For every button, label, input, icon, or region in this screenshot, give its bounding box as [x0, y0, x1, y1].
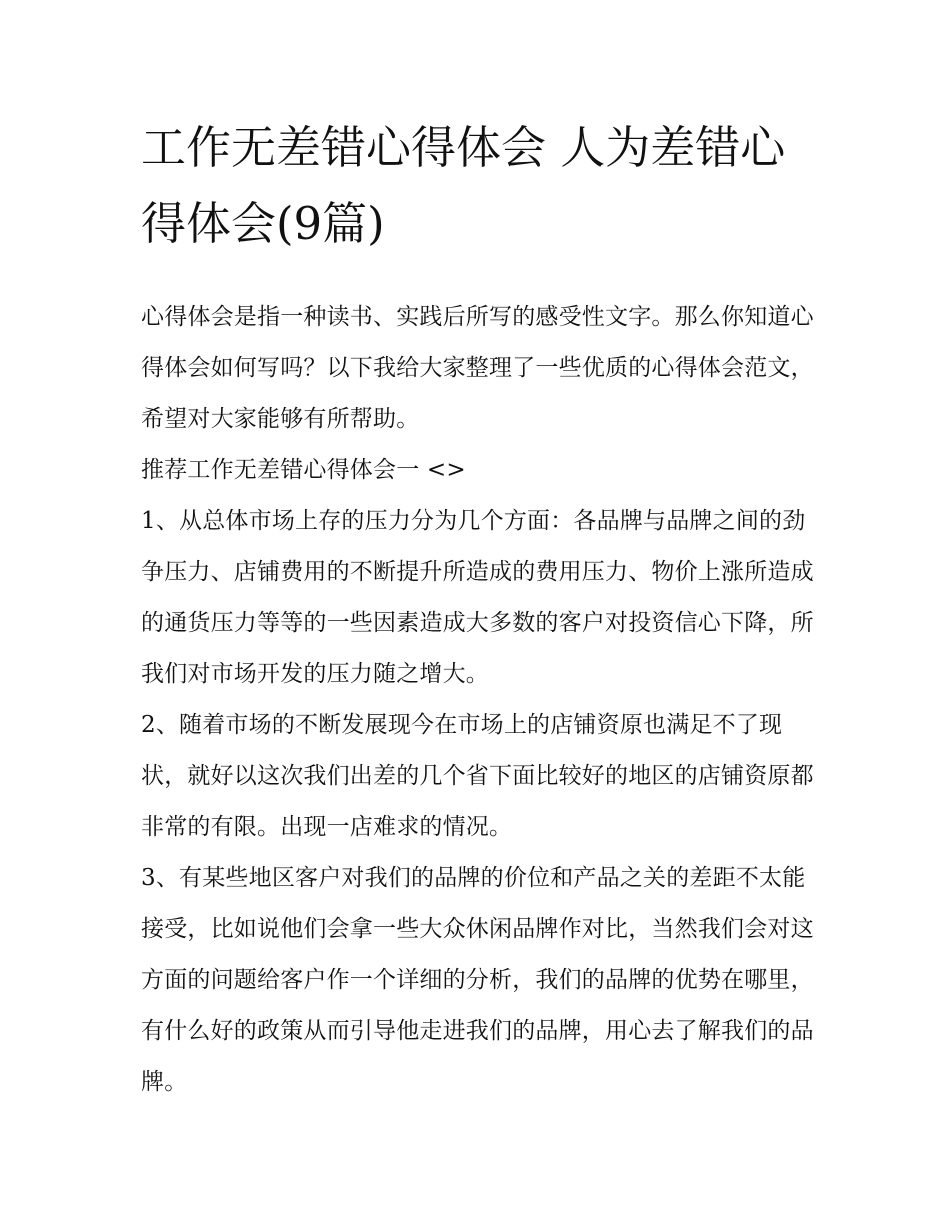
intro-paragraph: 心得体会是指一种读书、实践后所写的感受性文字。那么你知道心得体会如何写吗？以下我给大家整理了一些优质的心得体会范文，希望对大家能够有所帮助。: [141, 304, 814, 432]
document-page: [141, 110, 821, 1108]
document-title: 工作无差错心得体会 人为差错心得体会(9篇): [141, 121, 786, 250]
section-heading: 推荐工作无差错心得体会一 <>: [141, 457, 466, 483]
point-3-paragraph: 3、有某些地区客户对我们的品牌的价位和产品之关的差距不太能接受，比如说他们会拿一些大众休闲品牌作对比，当然我们会对这方面的问题给客户作一个详细的分析，我们的品牌的优势在哪里，有什么好的政策从而引导他走进我们的品牌，用心去了解我们的品牌。: [141, 865, 814, 1095]
point-2-paragraph: 2、随着市场的不断发展现今在市场上的店铺资原也满足不了现状，就好以这次我们出差的几个省下面比较好的地区的店铺资原都非常的有限。出现一店难求的情况。: [141, 712, 814, 840]
point-1-paragraph: 1、从总体市场上存的压力分为几个方面：各品牌与品牌之间的劲争压力、店铺费用的不断提升所造成的费用压力、物价上涨所造成的通货压力等等的一些因素造成大多数的客户对投资信心下降，所我们对市场开发的压力随之增大。: [141, 508, 814, 687]
